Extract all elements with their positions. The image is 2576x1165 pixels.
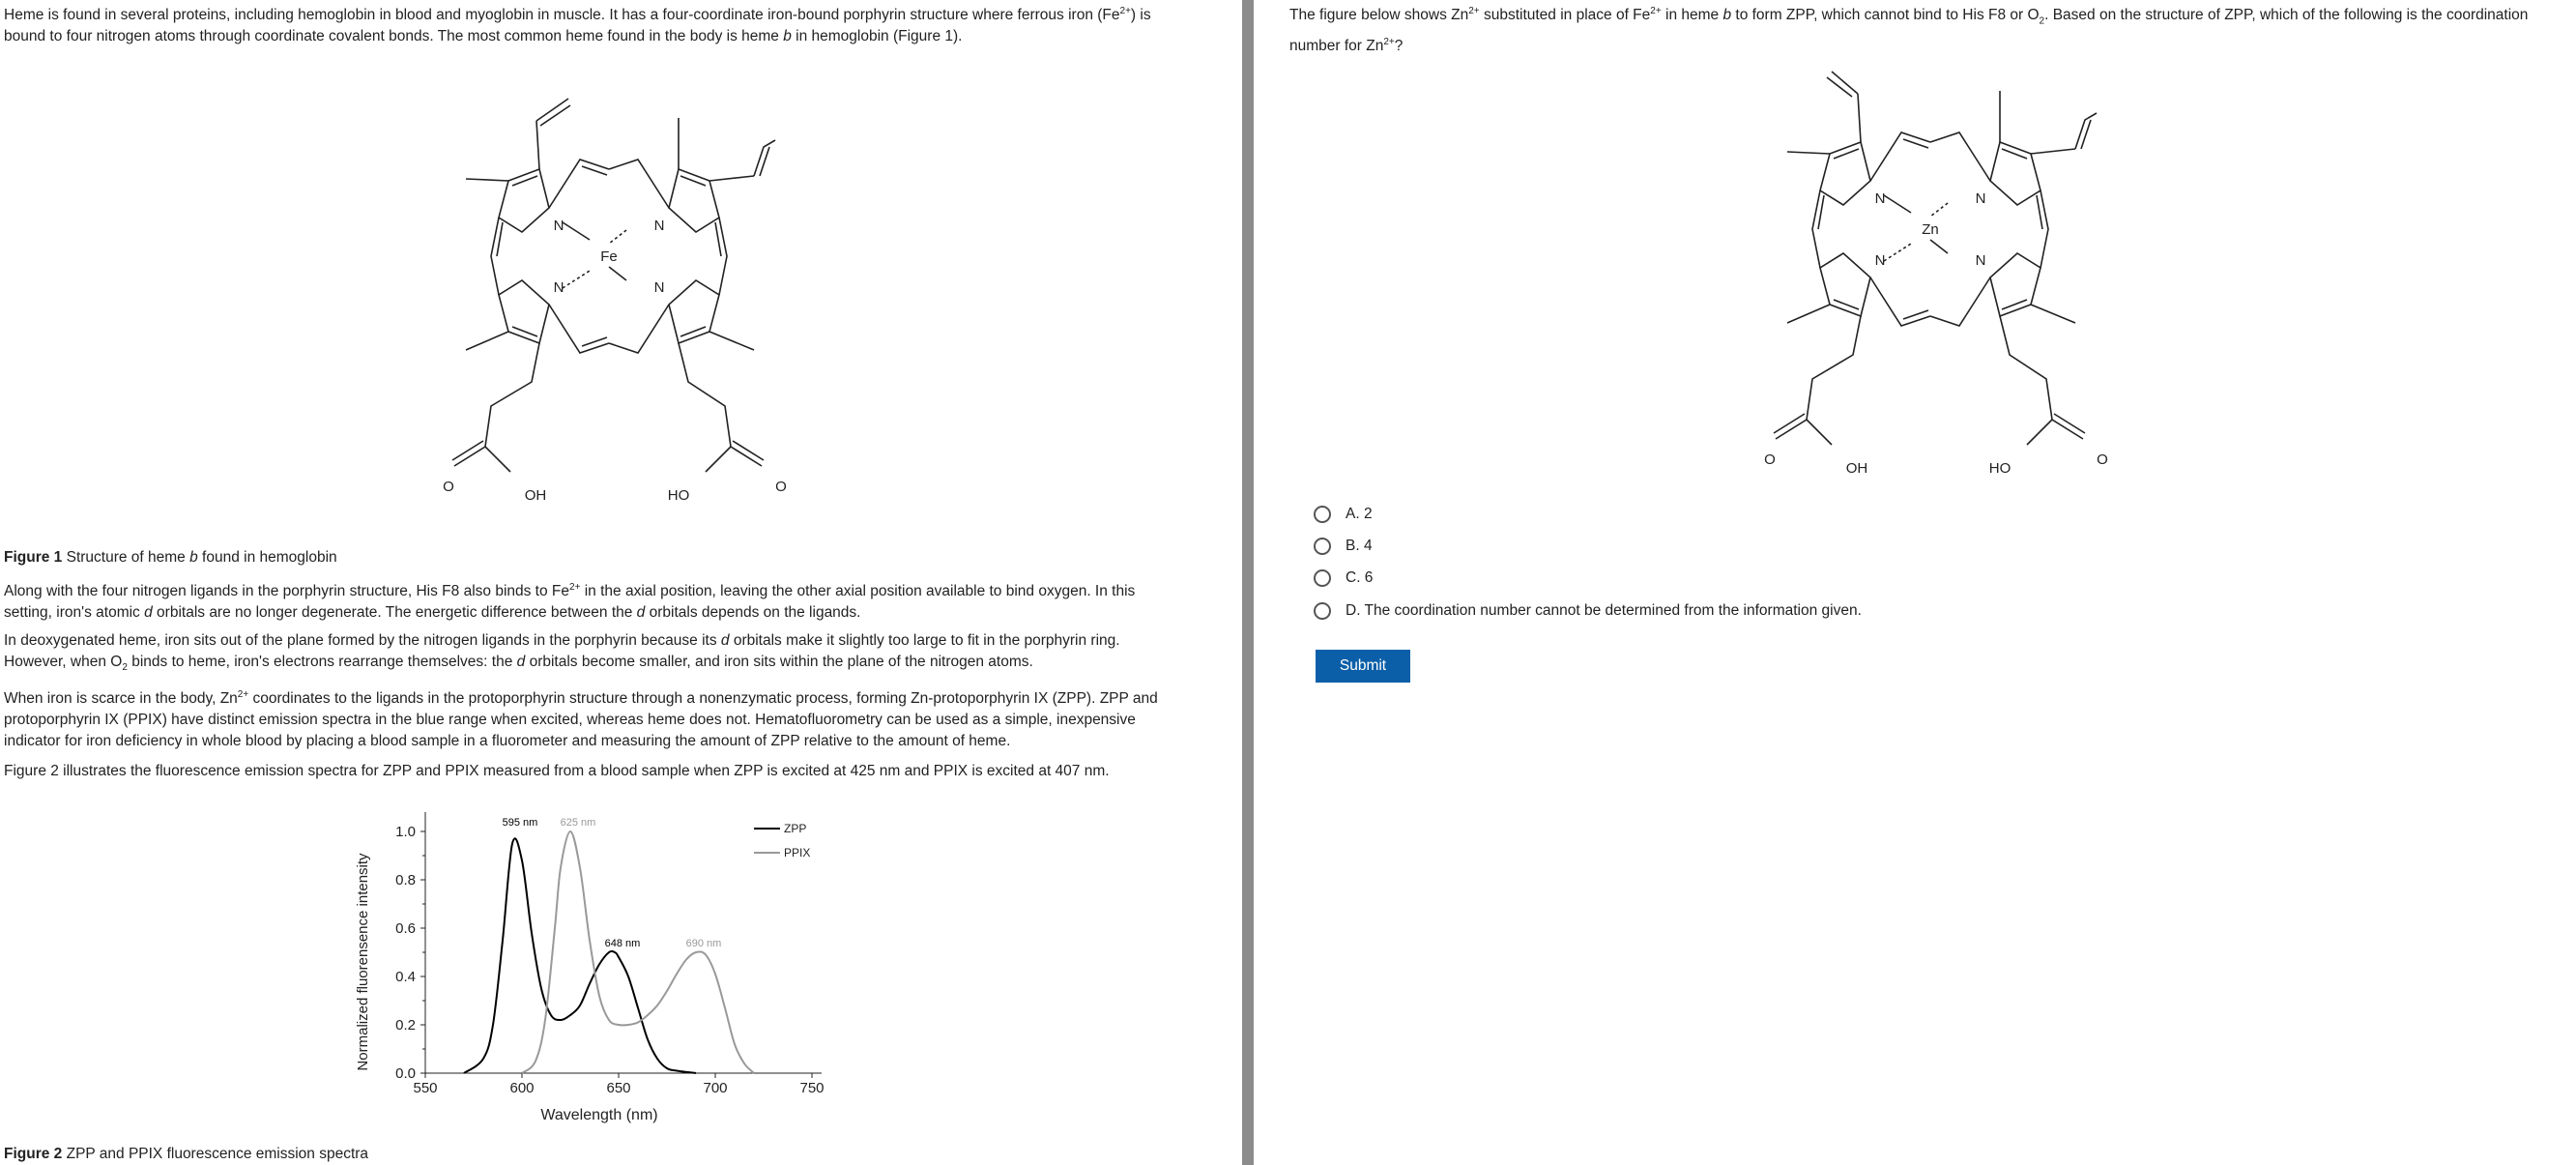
metal-center-label: Zn — [1922, 221, 1939, 238]
option-label: A. 2 — [1346, 506, 1373, 522]
answer-option-d[interactable] — [1314, 602, 1862, 620]
peak-label: 595 nm — [502, 817, 538, 829]
x-tick-label: 750 — [799, 1080, 825, 1096]
peak-label: 648 nm — [604, 938, 641, 949]
legend-label-ppix: PPIX — [784, 846, 811, 859]
passage-paragraph-1: Heme is found in several proteins, including hemoglobin in blood and myoglobin in muscle. It has a four-coordinate iron-bound porphyrin structure where ferrous iron $(Fe^{2+})$ is bound to four nitrogen atoms through coordinate covalent bonds. The most common heme found in the body is heme b in hemoglobin (Figure 1). — [4, 6, 1151, 45]
passage-paragraph-3: In deoxygenated heme, iron sits out of the plane formed by the nitrogen ligands in the porphyrin because its d orbitals make it slightly too large to fit in the porphyrin ring. However, when $O_2$ binds to heme, iron's electrons rearrange themselves: the d orbitals become smaller, and iron sits within the plane of the nitrogen atoms. — [4, 632, 1120, 674]
radio-button[interactable] — [1314, 569, 1331, 587]
nitrogen-atom: N — [1874, 190, 1886, 207]
x-tick-label: 650 — [606, 1080, 631, 1096]
hydroxyl-label: HO — [1988, 460, 2012, 477]
passage-paragraph-4: When iron is scarce in the body, $Zn^{2+}$ coordinates to the ligands in the protoporphyrin structure through a nonenzymatic process, forming Zn-protoporphyrin IX (ZPP). ZPP and protoporphyrin IX (PPIX) have distinct emission spectra in the blue range when excited, whereas heme does not. Hematofluorometry can be used as a simple, inexpensive indicator for iron deficiency in whole blood by placing a blood sample in a fluorometer and measuring the amount of ZPP relative to the amount of heme. — [4, 689, 1158, 750]
peak-label: 625 nm — [560, 817, 596, 829]
pyrrole-ring-bottom-left — [499, 280, 549, 343]
pyrrole-ring-top-right — [669, 169, 719, 232]
option-label: B. 4 — [1346, 538, 1373, 554]
nitrogen-atom: N — [1975, 252, 1986, 269]
series-line-ppix — [522, 831, 754, 1073]
y-axis-label: Normalized fluorensence intensity — [355, 853, 371, 1071]
carbonyl-oxygen: O — [2097, 451, 2108, 468]
figure-1-caption: Figure 1 Structure of heme b found in hemoglobin — [4, 549, 337, 566]
answer-option-b[interactable] — [1314, 538, 1373, 555]
option-label: D. The coordination number cannot be determined from the information given. — [1346, 602, 1862, 619]
y-tick-label: 0.6 — [395, 920, 416, 937]
submit-button[interactable]: Submit — [1316, 650, 1410, 683]
hydroxyl-label: OH — [524, 487, 547, 504]
y-tick-label: 0.8 — [395, 872, 416, 888]
radio-button[interactable] — [1314, 538, 1331, 555]
question-stem: The figure below shows $Zn^{2+}$ substituted in place of $Fe^{2+}$ in heme b to form ZPP, which cannot bind to His F8 or $O_2$. Based on the structure of ZPP, which of the following is the coordination number for $Zn^{2+}$? — [1289, 6, 2529, 55]
y-tick-label: 0.4 — [395, 969, 416, 985]
zpp-structure — [1737, 60, 2124, 485]
x-axis-label: Wavelength (nm) — [540, 1107, 658, 1123]
y-tick-label: 0.0 — [395, 1065, 416, 1082]
carbonyl-oxygen: O — [775, 479, 787, 495]
nitrogen-atom: N — [1874, 252, 1886, 269]
passage-paragraph-5: Figure 2 illustrates the fluorescence emission spectra for ZPP and PPIX measured from a blood sample when ZPP is excited at 425 nm and PPIX is excited at 407 nm. — [4, 763, 1110, 779]
panel-divider[interactable] — [1242, 0, 1254, 1165]
nitrogen-atom: N — [653, 279, 665, 296]
nitrogen-atom: N — [553, 218, 564, 234]
heme-b-structure — [416, 87, 802, 512]
pyrrole-ring-top-left — [499, 169, 549, 232]
y-tick-label: 0.2 — [395, 1017, 416, 1034]
legend-label-zpp: ZPP — [784, 822, 807, 835]
pyrrole-ring-bottom-right — [669, 280, 719, 343]
option-label: C. 6 — [1346, 569, 1374, 586]
carbonyl-oxygen: O — [443, 479, 454, 495]
figure-2-caption: Figure 2 ZPP and PPIX fluorescence emission spectra — [4, 1146, 369, 1162]
radio-button[interactable] — [1314, 506, 1331, 523]
x-tick-label: 550 — [413, 1080, 438, 1096]
hydroxyl-label: HO — [667, 487, 690, 504]
nitrogen-atom: N — [1975, 190, 1986, 207]
peak-label: 690 nm — [685, 938, 722, 949]
metal-center-label: Fe — [600, 248, 618, 265]
nitrogen-atom: N — [653, 218, 665, 234]
passage-paragraph-2: Along with the four nitrogen ligands in the porphyrin structure, His F8 also binds to $Fe^{2+}$ in the axial position, leaving the other axial position available to bind oxygen. In this setting, iron's atomic d orbitals are no longer degenerate. The energetic difference between the d orbitals depends on the ligands. — [4, 582, 1136, 622]
x-tick-label: 700 — [703, 1080, 728, 1096]
nitrogen-atom: N — [553, 279, 564, 296]
emission-spectra-chart — [348, 793, 889, 1141]
hydroxyl-label: OH — [1845, 460, 1868, 477]
y-tick-label: 1.0 — [395, 824, 416, 840]
radio-button[interactable] — [1314, 602, 1331, 620]
answer-option-a[interactable] — [1314, 506, 1373, 523]
passage-panel — [0, 0, 1242, 1165]
answer-option-c[interactable] — [1314, 569, 1373, 587]
x-tick-label: 600 — [509, 1080, 535, 1096]
question-panel — [1254, 0, 2576, 1165]
carbonyl-oxygen: O — [1764, 451, 1776, 468]
